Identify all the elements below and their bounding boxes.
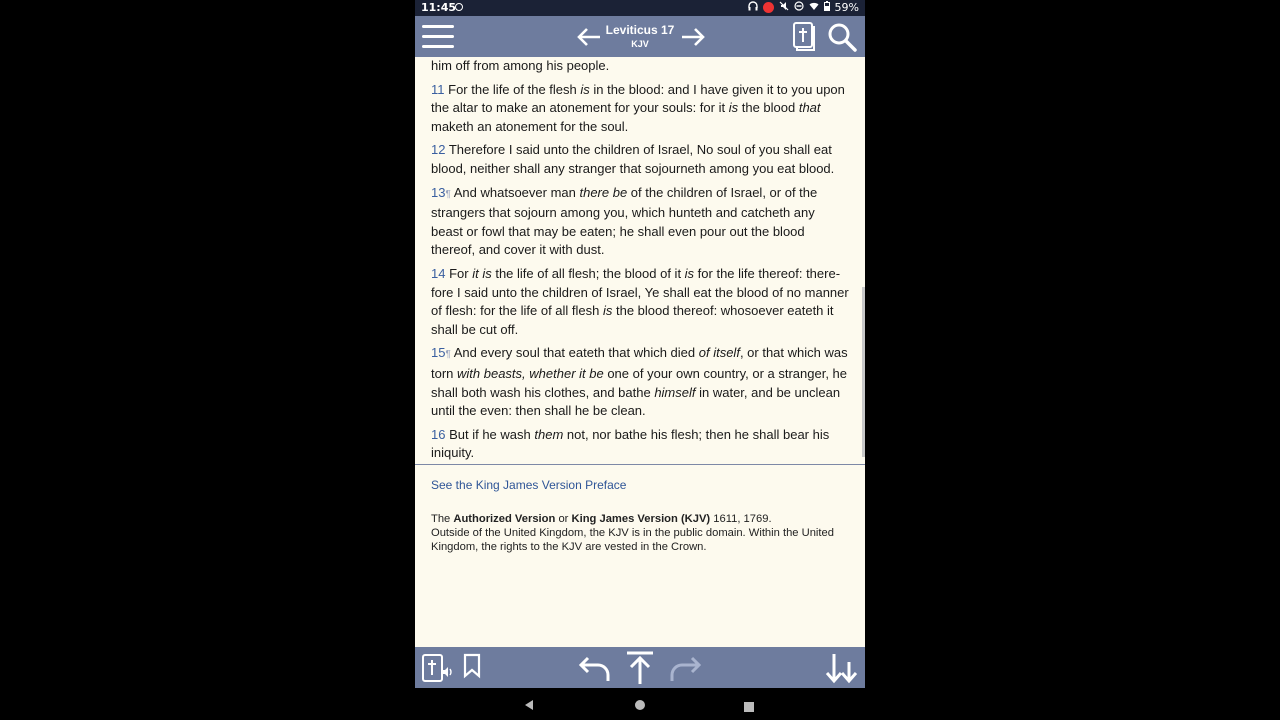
italic-text: himself bbox=[654, 384, 696, 400]
next-chapter-icon[interactable] bbox=[680, 24, 706, 55]
verse-15[interactable] bbox=[431, 344, 849, 420]
nav-home-icon[interactable] bbox=[634, 698, 646, 716]
verse-text: And every soul that eateth that which died bbox=[453, 345, 699, 361]
verse-text: one of your own country, or a stranger, he shall both wash his clothes, and bathe bbox=[431, 365, 848, 400]
nav-back-icon[interactable] bbox=[523, 698, 535, 716]
scroll-down-icon[interactable] bbox=[825, 652, 859, 689]
verse-continuation[interactable] bbox=[431, 57, 849, 76]
scrollbar[interactable] bbox=[862, 287, 865, 457]
status-time: 11:45 bbox=[421, 1, 457, 14]
italic-text: of itself bbox=[698, 345, 740, 361]
kjv-preface-link[interactable]: See the King James Version Preface bbox=[431, 478, 627, 492]
app-bar bbox=[415, 16, 865, 57]
verse-14[interactable] bbox=[431, 265, 849, 339]
verse-text: the life of all flesh; the blood of it bbox=[491, 265, 685, 281]
copyright-notice bbox=[431, 512, 851, 554]
search-icon[interactable] bbox=[826, 21, 858, 58]
italic-text: is bbox=[602, 303, 613, 319]
copyright-text: 1611, 1769. bbox=[710, 513, 772, 525]
verse-number[interactable]: 16 bbox=[431, 426, 446, 442]
copyright-line-2: Outside of the United Kingdom, the KJV is in the public domain. Within the United Kingdom, the rights to the KJV are vested in the Crown. bbox=[431, 527, 834, 553]
verse-11[interactable] bbox=[431, 81, 849, 137]
previous-chapter-icon[interactable] bbox=[576, 24, 602, 55]
nav-recents-icon[interactable] bbox=[744, 699, 754, 717]
content-divider bbox=[415, 464, 865, 465]
verse-text: the blood bbox=[738, 100, 799, 116]
copyright-bold: Authorized Version bbox=[453, 513, 556, 525]
verse-text: Therefore I said unto the children of Israel, No soul of you shall eat blood, neither shall any stranger that sojourneth among you eat blood. bbox=[431, 142, 835, 176]
verse-list bbox=[415, 57, 865, 463]
verse-16[interactable] bbox=[431, 426, 849, 463]
mute-icon bbox=[779, 1, 789, 14]
italic-text: that bbox=[798, 100, 821, 116]
status-bar bbox=[415, 0, 865, 16]
italic-text: is bbox=[580, 81, 590, 97]
bible-icon[interactable] bbox=[791, 21, 817, 56]
chapter-content[interactable] bbox=[415, 57, 865, 647]
audio-bible-icon[interactable] bbox=[422, 653, 454, 688]
scroll-to-top-icon[interactable] bbox=[625, 651, 655, 690]
dnd-icon bbox=[794, 1, 804, 14]
version-label: KJV bbox=[631, 39, 649, 49]
verse-text: And whatsoever man bbox=[453, 184, 580, 200]
wifi-icon bbox=[809, 1, 819, 14]
pilcrow-mark: ¶ bbox=[445, 188, 451, 200]
book-chapter-label: Leviticus 17 bbox=[605, 23, 675, 37]
verse-text: for the life thereof: therefore I said unto the children of Israel, Ye shall eat the blood of no manner of flesh: for the life of all flesh bbox=[431, 265, 849, 319]
go-forward-icon[interactable] bbox=[668, 652, 702, 689]
verse-number[interactable]: 15 bbox=[431, 345, 446, 361]
go-back-icon[interactable] bbox=[578, 652, 612, 689]
verse-text: For the life of the flesh bbox=[448, 81, 581, 97]
italic-text: there be bbox=[579, 184, 628, 200]
italic-text: it is bbox=[472, 265, 492, 281]
status-icons bbox=[748, 1, 859, 14]
headset-icon bbox=[748, 1, 758, 14]
verse-text: maketh an atonement for the soul. bbox=[431, 118, 629, 134]
verse-text: him off from among his people. bbox=[431, 58, 610, 73]
phone-screen bbox=[415, 0, 865, 720]
italic-text: is bbox=[728, 100, 739, 116]
location-icon bbox=[455, 3, 463, 11]
verse-number[interactable]: 12 bbox=[431, 142, 446, 158]
menu-icon[interactable] bbox=[422, 25, 454, 49]
copyright-text: or bbox=[555, 513, 572, 525]
system-nav-bar bbox=[415, 688, 865, 720]
verse-number[interactable]: 11 bbox=[431, 81, 445, 97]
verse-13[interactable] bbox=[431, 184, 849, 260]
italic-text: with beasts, whether it be bbox=[457, 365, 604, 381]
italic-text: them bbox=[534, 426, 564, 442]
copyright-bold: King James Version (KJV) bbox=[571, 513, 711, 525]
battery-percent: 59% bbox=[834, 1, 859, 14]
verse-number[interactable]: 13 bbox=[431, 184, 446, 200]
verse-text: But if he wash bbox=[449, 426, 535, 442]
bookmark-icon[interactable] bbox=[462, 653, 482, 684]
battery-icon bbox=[824, 1, 830, 14]
verse-12[interactable] bbox=[431, 141, 849, 178]
italic-text: is bbox=[684, 265, 695, 281]
verse-text: For bbox=[449, 265, 473, 281]
verse-number[interactable]: 14 bbox=[431, 265, 446, 281]
chapter-title[interactable] bbox=[605, 23, 675, 49]
bottom-toolbar bbox=[415, 647, 865, 688]
verse-text: , or that which was torn bbox=[431, 345, 848, 381]
copyright-line-1 bbox=[431, 512, 851, 526]
verse-text: in water, and be unclean until the even: then shall he be clean. bbox=[431, 384, 841, 419]
verse-text: in the blood: and I have given it to you upon the altar to make an atonement for your souls: for it bbox=[431, 81, 845, 116]
verse-text: the blood thereof: whosoever eateth it shall be cut off. bbox=[431, 303, 834, 337]
record-icon bbox=[763, 2, 774, 13]
copyright-text: The bbox=[431, 513, 454, 525]
pilcrow-mark: ¶ bbox=[445, 349, 451, 361]
verse-text: of the children of Israel, or of the strangers that sojourn among you, which hunteth and catcheth any beast or fowl that may be eaten; he shall even pour out the blood thereof, and cover it with dust. bbox=[431, 184, 818, 258]
verse-text: not, nor bathe his flesh; then he shall bear his iniquity. bbox=[431, 426, 830, 461]
